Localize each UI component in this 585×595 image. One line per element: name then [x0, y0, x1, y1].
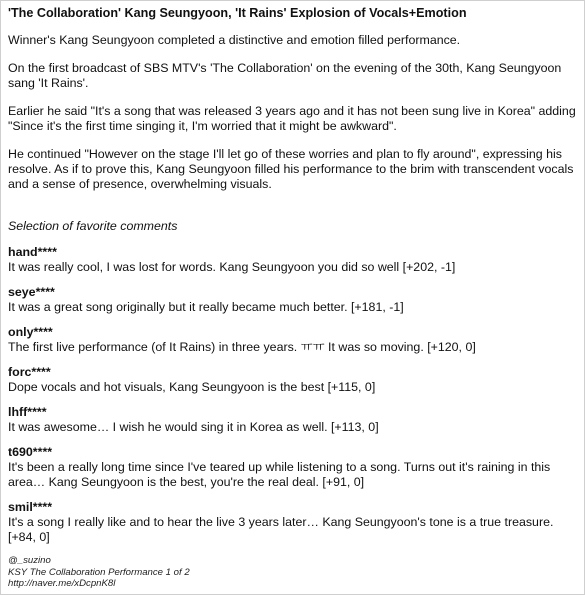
comment-text: It's been a really long time since I've teared up while listening to a song. Turns out it's raining in this area… Kang Seungyoon is the best, you're the real deal. [+91, 0] [8, 460, 551, 489]
article-paragraph-2: On the first broadcast of SBS MTV's 'The Collaboration' on the evening of the 30th, Kang Seungyoon sang 'It Rains'. [8, 61, 562, 90]
credits [8, 555, 577, 590]
comment-item [8, 445, 577, 490]
credit-handle: @_suzino [8, 555, 51, 566]
comment-text: It was awesome… I wish he would sing it in Korea as well. [+113, 0] [8, 420, 379, 434]
article-paragraph-3: Earlier he said "It's a song that was released 3 years ago and it has not been sung live in Korea" adding "Since it's the first time singing it, I'm worried that it might be awkward". [8, 104, 576, 133]
comment-item [8, 500, 577, 545]
comment-text: It's a song I really like and to hear the live 3 years later… Kang Seungyoon's tone is a true treasure. [+84, 0] [8, 515, 554, 544]
comment-text: The first live performance (of It Rains) in three years. ㅠㅠ It was so moving. [+120, 0] [8, 340, 476, 354]
comment-username: seye**** [8, 285, 55, 299]
comment-text: It was really cool, I was lost for words. Kang Seungyoon you did so well [+202, -1] [8, 260, 456, 274]
comment-username: t690**** [8, 445, 53, 459]
article-paragraph-1: Winner's Kang Seungyoon completed a distinctive and emotion filled performance. [8, 33, 461, 47]
article-paragraph-4: He continued "However on the stage I'll let go of these worries and plan to fly around", expressing his resolve. As if to prove this, Kang Seungyoon filled his performance to the brim with transcendent vocals and a sense of presence, overwhelming visuals. [8, 147, 574, 191]
comment-item [8, 365, 577, 395]
comment-username: hand**** [8, 245, 57, 259]
comment-username: forc**** [8, 365, 51, 379]
comment-username: smil**** [8, 500, 53, 514]
comment-item [8, 285, 577, 315]
comment-item [8, 245, 577, 275]
article-title: 'The Collaboration' Kang Seungyoon, 'It Rains' Explosion of Vocals+Emotion [8, 6, 467, 20]
credit-source: KSY The Collaboration Performance 1 of 2 [8, 566, 190, 578]
comment-username: lhff**** [8, 405, 47, 419]
comments-heading: Selection of favorite comments [8, 219, 178, 233]
comment-item [8, 325, 577, 355]
comment-text: It was a great song originally but it really became much better. [+181, -1] [8, 300, 404, 314]
comment-username: only**** [8, 325, 53, 339]
comment-item [8, 405, 577, 435]
comment-text: Dope vocals and hot visuals, Kang Seungyoon is the best [+115, 0] [8, 380, 376, 394]
credit-link: http://naver.me/xDcpnK8l [8, 578, 116, 589]
